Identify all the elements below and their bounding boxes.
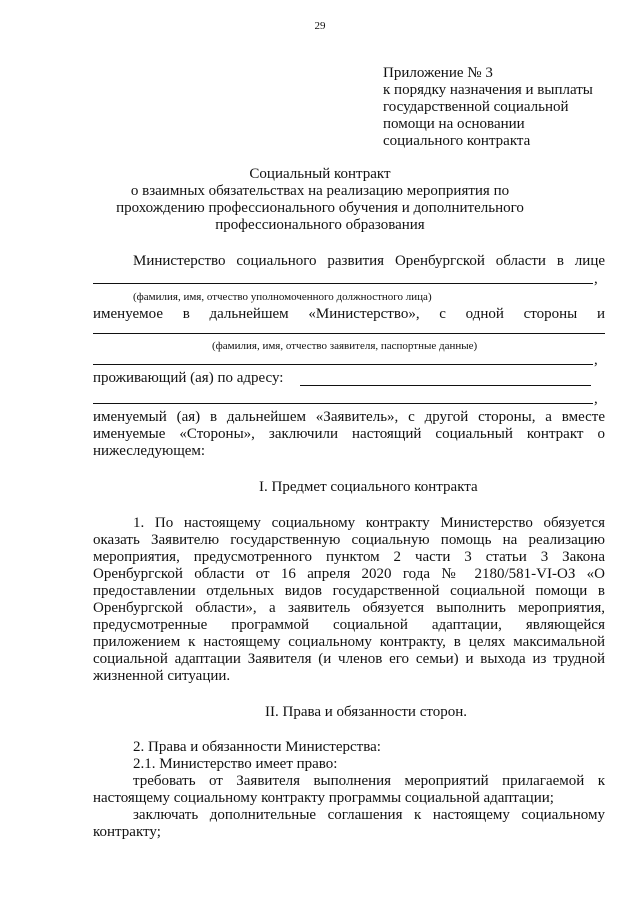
clause-line: оказать Заявителю государственную социальную помощь на реализацию — [93, 532, 605, 548]
item-2: 2. Права и обязанности Министерства: — [133, 739, 381, 755]
comma: , — [594, 271, 598, 287]
applicant-blank — [93, 333, 605, 334]
appendix-line: к порядку назначения и выплаты — [383, 82, 593, 98]
title-line: Социальный контракт — [249, 166, 391, 182]
residing-label: проживающий (ая) по адресу: — [93, 370, 284, 386]
appendix-line: Приложение № 3 — [383, 65, 493, 81]
clause-line: Оренбургской области», а заявитель обязуется выполнить мероприятия, — [93, 600, 605, 616]
clause-line: 1. По настоящему социальному контракту Министерство обязуется — [133, 515, 605, 531]
right-line: требовать от Заявителя выполнения мероприятий прилагаемой к — [133, 773, 605, 789]
right-line: контракту; — [93, 824, 161, 840]
comma: , — [594, 391, 598, 407]
intro-para-line: именуемый (ая) в дальнейшем «Заявитель», с другой стороны, а вместе — [93, 409, 605, 425]
intro-para-line: нижеследующем: — [93, 443, 206, 459]
clause-line: предоставлении отдельных видов государственной социальной помощи в — [93, 583, 605, 599]
address-blank — [300, 385, 591, 386]
comma: , — [594, 352, 598, 368]
applicant-caption: (фамилия, имя, отчество заявителя, паспортные данные) — [212, 340, 478, 352]
official-name-blank — [93, 283, 593, 284]
appendix-line: социального контракта — [383, 133, 531, 149]
intro-para-line: именуемые «Стороны», заключили настоящий социальный контракт о — [93, 426, 605, 442]
clause-line: жизненной ситуации. — [93, 668, 231, 684]
item-2-1: 2.1. Министерство имеет право: — [133, 756, 338, 772]
clause-line: приложением к настоящему социальному контракту, в целях максимальной — [93, 634, 605, 650]
title-line: профессионального образования — [215, 217, 425, 233]
clause-line: Оренбургской области от 16 апреля 2020 года № 2180/581-VI-ОЗ «О — [93, 566, 605, 582]
page-number: 29 — [314, 20, 326, 32]
clause-line: социальной адаптации Заявителя (и членов его семьи) и выхода из трудной — [93, 651, 605, 667]
address-blank-2 — [93, 403, 593, 404]
title-line: прохождению профессионального обучения и дополнительного — [116, 200, 524, 216]
clause-line: предусмотренные программой социальной адаптации, являющейся — [93, 617, 605, 633]
right-line: настоящему социальному контракту программы социальной адаптации; — [93, 790, 554, 806]
ministry-line: Министерство социального развития Оренбургской области в лице — [133, 253, 605, 269]
applicant-blank-2 — [93, 364, 593, 365]
named-line: именуемое в дальнейшем «Министерство», с одной стороны и — [93, 306, 605, 322]
clause-line: мероприятия, предусмотренного пунктом 2 части 3 статьи 3 Закона — [93, 549, 605, 565]
appendix-line: помощи на основании — [383, 116, 525, 132]
section-2-heading: II. Права и обязанности сторон. — [265, 704, 468, 720]
official-caption: (фамилия, имя, отчество уполномоченного должностного лица) — [133, 291, 432, 303]
right-line: заключать дополнительные соглашения к настоящему социальному — [133, 807, 605, 823]
appendix-line: государственной социальной — [383, 99, 569, 115]
title-line: о взаимных обязательствах на реализацию мероприятия по — [130, 183, 510, 199]
section-1-heading: I. Предмет социального контракта — [259, 479, 478, 495]
